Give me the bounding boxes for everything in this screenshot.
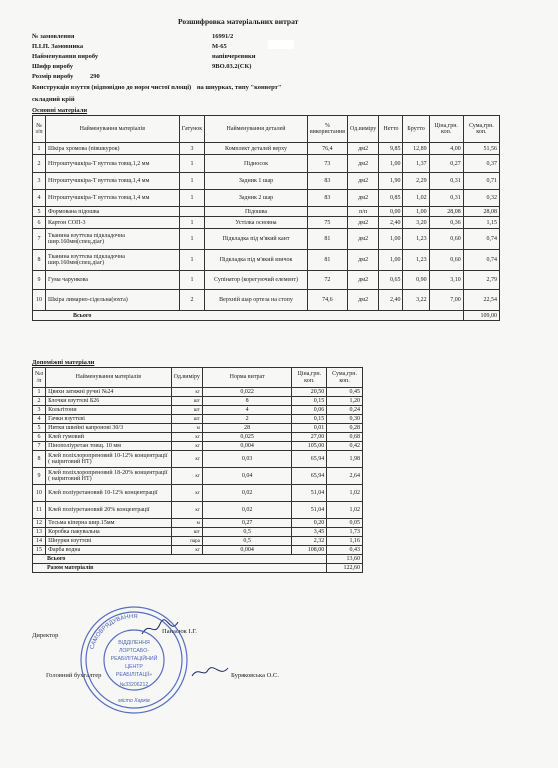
- table-cell: кг: [171, 451, 202, 468]
- table-cell: Формована підошва: [46, 207, 180, 217]
- table-cell: 2: [33, 155, 46, 173]
- table-cell: 2,32: [292, 537, 327, 546]
- header-label: Шифр виробу: [32, 63, 73, 70]
- table-cell: Задник 1 шар: [205, 173, 307, 190]
- table-row: [33, 546, 363, 555]
- organization-stamp: [78, 604, 190, 716]
- table-cell: 0,06: [292, 406, 327, 415]
- table-cell: 1,98: [327, 451, 363, 468]
- total-value: 109,00: [463, 311, 499, 321]
- table-cell: 3,20: [403, 217, 429, 229]
- column-header: Од.виміру: [347, 116, 378, 143]
- table-cell: 0,27: [429, 155, 463, 173]
- director-name: Панасюк І.Г.: [162, 628, 197, 635]
- column-header: Ціна,грн. коп.: [429, 116, 463, 143]
- header-order-number: [32, 33, 233, 40]
- table-cell: 1: [179, 190, 205, 207]
- redaction-box: [268, 40, 294, 49]
- table-cell: Клей гумовий: [46, 433, 171, 442]
- table-cell: [307, 207, 347, 217]
- table-row: [33, 207, 500, 217]
- table-cell: шт: [171, 528, 202, 537]
- table-cell: Блочки взуттєві Б26: [46, 397, 171, 406]
- table-cell: дм2: [347, 290, 378, 311]
- table-cell: 51,04: [292, 485, 327, 502]
- table-cell: 1,73: [327, 528, 363, 537]
- table-cell: Підносок: [205, 155, 307, 173]
- header-product-code: [32, 63, 251, 70]
- table-cell: 0,30: [327, 415, 363, 424]
- table-cell: 0,15: [292, 397, 327, 406]
- table-cell: дм2: [347, 229, 378, 250]
- table-cell: 2: [202, 415, 292, 424]
- header-value: 290: [90, 73, 100, 80]
- table-cell: 12: [33, 519, 46, 528]
- table-cell: кг: [171, 433, 202, 442]
- table-cell: 1: [179, 271, 205, 290]
- table-row: [33, 229, 500, 250]
- table-cell: м: [171, 519, 202, 528]
- section-aux-materials-title: Допоміжні матеріали: [32, 359, 95, 366]
- table-cell: 1,00: [379, 250, 403, 271]
- table-cell: 1: [33, 388, 46, 397]
- table-cell: 65,94: [292, 451, 327, 468]
- column-header: Гатунок: [179, 116, 205, 143]
- table-row: [33, 397, 363, 406]
- table-cell: дм2: [347, 190, 378, 207]
- total-label: Всього: [33, 555, 327, 564]
- section-main-materials-title: Основні матеріали: [32, 107, 88, 114]
- director-label: Директор: [32, 632, 59, 639]
- table-cell: 1: [179, 155, 205, 173]
- table-cell: Клей поліхлоропреновий 18-20% концентрації ( наіритовий НТ): [46, 468, 171, 485]
- table-cell: 3: [33, 406, 46, 415]
- table-cell: 0,01: [292, 424, 327, 433]
- table-row: [33, 537, 363, 546]
- column-header: Брутто: [403, 116, 429, 143]
- table-cell: [179, 207, 205, 217]
- table-cell: 0,68: [327, 433, 363, 442]
- table-cell: 4: [33, 190, 46, 207]
- table-row: [33, 250, 500, 271]
- table-row: [33, 433, 363, 442]
- table-cell: 9: [33, 468, 46, 485]
- table-cell: 7: [33, 229, 46, 250]
- total-label: Всього: [33, 311, 464, 321]
- table-cell: 1: [179, 217, 205, 229]
- table-cell: 2: [179, 290, 205, 311]
- table-cell: Клей поліуретановий 10-12% концентрації: [46, 485, 171, 502]
- aux-materials-table: [32, 367, 363, 573]
- table-cell: 14: [33, 537, 46, 546]
- table-row: [33, 528, 363, 537]
- header-value: напівчеревики: [212, 53, 256, 60]
- table-cell: 28: [202, 424, 292, 433]
- header-label: Конструкція взуття (відповідно до норм чистої площі): [32, 84, 192, 91]
- table-row: [33, 173, 500, 190]
- table-cell: 0,025: [202, 433, 292, 442]
- header-value: 16991/2: [212, 33, 234, 40]
- table-cell: 1: [179, 250, 205, 271]
- table-cell: 2,40: [379, 290, 403, 311]
- table-cell: 75: [307, 217, 347, 229]
- table-cell: кг: [171, 388, 202, 397]
- header-construction: [32, 84, 281, 91]
- column-header: Найменування матеріалів: [46, 116, 180, 143]
- table-cell: шт: [171, 415, 202, 424]
- table-cell: 20,50: [292, 388, 327, 397]
- table-cell: дм2: [347, 143, 378, 155]
- table-row: [33, 155, 500, 173]
- column-header: Найменування матеріалів: [46, 368, 171, 388]
- table-cell: 2: [33, 397, 46, 406]
- table-header-row: [33, 368, 363, 388]
- header-value: М-65: [212, 43, 227, 50]
- header-label: Найменування виробу: [32, 53, 99, 60]
- table-cell: Шкіра хромова (півшкурок): [46, 143, 180, 155]
- table-row: [33, 406, 363, 415]
- table-cell: Пінополіуретан товщ. 10 мм: [46, 442, 171, 451]
- table-cell: дм2: [347, 271, 378, 290]
- table-cell: кг: [171, 502, 202, 519]
- table-cell: 0,03: [202, 451, 292, 468]
- table-cell: 0,04: [202, 468, 292, 485]
- column-header: % використання: [307, 116, 347, 143]
- table-cell: Супінатор (корегуючий елемент): [205, 271, 307, 290]
- column-header: Найменування деталей: [205, 116, 307, 143]
- table-cell: 0,00: [379, 207, 403, 217]
- table-cell: Фарба водна: [46, 546, 171, 555]
- table-cell: Нітроштучшкіра-Т вуттєва товщ.1,4 мм: [46, 190, 180, 207]
- table-cell: 0,27: [202, 519, 292, 528]
- table-cell: Нітроштучшкіра-Т вуттєва товщ.1,4 мм: [46, 173, 180, 190]
- table-cell: 0,71: [463, 173, 499, 190]
- table-cell: 5: [33, 424, 46, 433]
- svg-text:ВІДДІЛЕННЯ: ВІДДІЛЕННЯ: [118, 640, 150, 646]
- table-cell: Нитки швейні капронові 30/3: [46, 424, 171, 433]
- table-cell: Гачки взуттєві: [46, 415, 171, 424]
- table-row: [33, 143, 500, 155]
- table-cell: Клей поліуретановий 20% концентрації: [46, 502, 171, 519]
- table-cell: шт: [171, 406, 202, 415]
- svg-text:САМОВРЯДУВАННЯ: САМОВРЯДУВАННЯ: [89, 613, 138, 651]
- table-cell: 74,6: [307, 290, 347, 311]
- table-cell: 0,32: [463, 190, 499, 207]
- table-cell: 0,74: [463, 229, 499, 250]
- table-cell: 83: [307, 173, 347, 190]
- table-cell: Устілка основна: [205, 217, 307, 229]
- header-label: Розмір виробу: [32, 73, 74, 80]
- table-cell: 0,43: [327, 546, 363, 555]
- table-cell: 0,65: [379, 271, 403, 290]
- header-label: П.І.П. Замовника: [32, 43, 84, 50]
- table-cell: 1,23: [403, 229, 429, 250]
- table-row: [33, 271, 500, 290]
- table-cell: 9: [33, 271, 46, 290]
- header-product-name: [32, 53, 256, 60]
- table-cell: 51,56: [463, 143, 499, 155]
- svg-text:ЦЕНТР: ЦЕНТР: [125, 664, 143, 670]
- table-cell: 2,64: [327, 468, 363, 485]
- table-cell: 105,00: [292, 442, 327, 451]
- column-header: Сума,грн. коп.: [327, 368, 363, 388]
- table-cell: 27,00: [292, 433, 327, 442]
- total-value: 13,60: [327, 555, 363, 564]
- table-cell: 0,28: [327, 424, 363, 433]
- table-header-row: [33, 116, 500, 143]
- table-cell: 8: [202, 397, 292, 406]
- table-cell: Тесьма кіперна шир.15мм: [46, 519, 171, 528]
- svg-text:РЕАБІЛІТАЦІЇ»: РЕАБІЛІТАЦІЇ»: [115, 672, 153, 678]
- table-cell: Тканина взуттєва підкладочна шир.160мм(спец.діаг): [46, 229, 180, 250]
- table-cell: Задник 2 шар: [205, 190, 307, 207]
- table-cell: Картон СОП-3: [46, 217, 180, 229]
- table-cell: кг: [171, 468, 202, 485]
- table-cell: Цвяхи затяжні ручні №24: [46, 388, 171, 397]
- table-cell: 15: [33, 546, 46, 555]
- table-row: [33, 290, 500, 311]
- table-cell: 6: [33, 217, 46, 229]
- table-cell: 0,02: [202, 485, 292, 502]
- table-row: [33, 502, 363, 519]
- table-cell: Коробка пакувальна: [46, 528, 171, 537]
- table-cell: Підкладка під м'який язичок: [205, 250, 307, 271]
- column-header: Ціна,грн. коп.: [292, 368, 327, 388]
- table-cell: Верхній шар ортеза на стопу: [205, 290, 307, 311]
- table-cell: 3,45: [292, 528, 327, 537]
- table-cell: кг: [171, 546, 202, 555]
- column-header: № з/п: [33, 116, 46, 143]
- table-cell: 0,004: [202, 546, 292, 555]
- column-header: №з /п: [33, 368, 46, 388]
- table-cell: Гума чарункова: [46, 271, 180, 290]
- table-cell: 0,15: [292, 415, 327, 424]
- table-cell: 1,02: [327, 502, 363, 519]
- header-construction-line2: складний крій: [32, 96, 75, 103]
- table-cell: 1,02: [403, 190, 429, 207]
- column-header: Нетто: [379, 116, 403, 143]
- table-cell: 0,60: [429, 229, 463, 250]
- table-cell: 3,10: [429, 271, 463, 290]
- table-cell: 1,00: [403, 207, 429, 217]
- table-cell: 0,20: [292, 519, 327, 528]
- table-cell: Нітроштучшкіра-Т вуттєва товщ.1,2 мм: [46, 155, 180, 173]
- table-cell: Тканина взуттєва підкладочна шир.160мм(спец.діаг): [46, 250, 180, 271]
- table-cell: 28,08: [429, 207, 463, 217]
- total-row: [33, 311, 500, 321]
- table-cell: 0,5: [202, 537, 292, 546]
- svg-text:РЕАБІЛІТАЦІЙНИЙ: РЕАБІЛІТАЦІЙНИЙ: [110, 656, 158, 662]
- table-cell: Підошва: [205, 207, 307, 217]
- table-cell: п/п: [347, 207, 378, 217]
- svg-text:№33206212: №33206212: [119, 682, 149, 688]
- column-header: Од.виміру: [171, 368, 202, 388]
- table-cell: 8: [33, 451, 46, 468]
- table-cell: 12,89: [403, 143, 429, 155]
- table-cell: 0,45: [327, 388, 363, 397]
- table-cell: 10: [33, 485, 46, 502]
- table-cell: Комплект деталей верху: [205, 143, 307, 155]
- table-row: [33, 217, 500, 229]
- table-cell: 0,5: [202, 528, 292, 537]
- grand-total-row: [33, 564, 363, 573]
- table-row: [33, 190, 500, 207]
- table-cell: 1,20: [327, 397, 363, 406]
- total-label: Разом матеріалів: [33, 564, 327, 573]
- table-cell: 1,16: [327, 537, 363, 546]
- table-cell: 0,85: [379, 190, 403, 207]
- table-cell: 0,37: [463, 155, 499, 173]
- table-cell: 9,85: [379, 143, 403, 155]
- table-cell: Шкіра лимарно-сідельна(юхта): [46, 290, 180, 311]
- table-row: [33, 442, 363, 451]
- table-cell: 0,05: [327, 519, 363, 528]
- table-cell: 81: [307, 229, 347, 250]
- table-cell: 4: [202, 406, 292, 415]
- table-cell: 81: [307, 250, 347, 271]
- table-row: [33, 451, 363, 468]
- table-cell: 3: [33, 173, 46, 190]
- table-cell: дм2: [347, 173, 378, 190]
- table-cell: 0,74: [463, 250, 499, 271]
- column-header: Норма витрат: [202, 368, 292, 388]
- table-cell: 2,79: [463, 271, 499, 290]
- table-cell: 5: [33, 207, 46, 217]
- table-cell: Шнурки взуттєві: [46, 537, 171, 546]
- table-cell: 1,15: [463, 217, 499, 229]
- table-cell: 0,36: [429, 217, 463, 229]
- table-cell: 3: [179, 143, 205, 155]
- table-cell: 11: [33, 502, 46, 519]
- table-cell: 2,40: [379, 217, 403, 229]
- header-value: на шнурках, типу "конверт": [196, 84, 282, 91]
- table-cell: 13: [33, 528, 46, 537]
- table-cell: 0,02: [202, 502, 292, 519]
- table-row: [33, 485, 363, 502]
- table-cell: 1: [179, 173, 205, 190]
- table-cell: дм2: [347, 250, 378, 271]
- table-cell: Підкладка під м'який кант: [205, 229, 307, 250]
- table-row: [33, 424, 363, 433]
- table-cell: 51,04: [292, 502, 327, 519]
- table-cell: 0,60: [429, 250, 463, 271]
- table-cell: 1,90: [379, 173, 403, 190]
- table-cell: кг: [171, 442, 202, 451]
- document-title: Розшифровка матеріальних витрат: [178, 17, 299, 26]
- table-row: [33, 388, 363, 397]
- table-cell: 1,37: [403, 155, 429, 173]
- table-cell: 73: [307, 155, 347, 173]
- table-cell: 65,94: [292, 468, 327, 485]
- table-cell: 2,29: [403, 173, 429, 190]
- table-cell: 76,4: [307, 143, 347, 155]
- table-cell: 1,00: [379, 155, 403, 173]
- table-cell: 0,31: [429, 190, 463, 207]
- table-cell: 7: [33, 442, 46, 451]
- table-cell: 83: [307, 190, 347, 207]
- total-value: 122,60: [327, 564, 363, 573]
- svg-text:ЛОРТСАБО-: ЛОРТСАБО-: [118, 648, 150, 654]
- header-value: 9ВО.03.2(СК): [212, 63, 252, 70]
- table-cell: 0,31: [429, 173, 463, 190]
- total-row: [33, 555, 363, 564]
- table-cell: 1,00: [379, 229, 403, 250]
- table-cell: 6: [33, 433, 46, 442]
- table-cell: 7,00: [429, 290, 463, 311]
- table-cell: 4: [33, 415, 46, 424]
- table-cell: 22,54: [463, 290, 499, 311]
- svg-text:місто Харків: місто Харків: [118, 698, 150, 704]
- column-header: Сума,грн. коп.: [463, 116, 499, 143]
- table-row: [33, 519, 363, 528]
- table-cell: 108,00: [292, 546, 327, 555]
- header-customer: [32, 43, 227, 50]
- accountant-label: Головний бухгалтер: [46, 672, 102, 679]
- table-cell: кг: [171, 485, 202, 502]
- table-cell: 72: [307, 271, 347, 290]
- table-cell: 3,22: [403, 290, 429, 311]
- table-cell: 0,004: [202, 442, 292, 451]
- table-cell: Кольгітони: [46, 406, 171, 415]
- table-cell: 0,24: [327, 406, 363, 415]
- table-cell: пара: [171, 537, 202, 546]
- table-cell: м: [171, 424, 202, 433]
- table-row: [33, 468, 363, 485]
- table-cell: Клей поліхлоропреновий 10-12% концентрації ( наіритовий НТ): [46, 451, 171, 468]
- table-cell: шт: [171, 397, 202, 406]
- table-cell: 8: [33, 250, 46, 271]
- main-materials-table: [32, 115, 500, 321]
- table-cell: 1,23: [403, 250, 429, 271]
- header-product-size: [32, 73, 100, 80]
- accountant-signature: [190, 660, 230, 682]
- table-cell: 0,022: [202, 388, 292, 397]
- table-cell: дм2: [347, 155, 378, 173]
- table-cell: 4,00: [429, 143, 463, 155]
- header-label: № замовлення: [32, 33, 75, 40]
- table-cell: 28,08: [463, 207, 499, 217]
- table-cell: дм2: [347, 217, 378, 229]
- table-row: [33, 415, 363, 424]
- table-cell: 1: [179, 229, 205, 250]
- table-cell: 0,42: [327, 442, 363, 451]
- accountant-name: Буряковська О.С.: [231, 672, 279, 679]
- table-cell: 1: [33, 143, 46, 155]
- table-cell: 1,02: [327, 485, 363, 502]
- table-cell: 0,90: [403, 271, 429, 290]
- table-cell: 10: [33, 290, 46, 311]
